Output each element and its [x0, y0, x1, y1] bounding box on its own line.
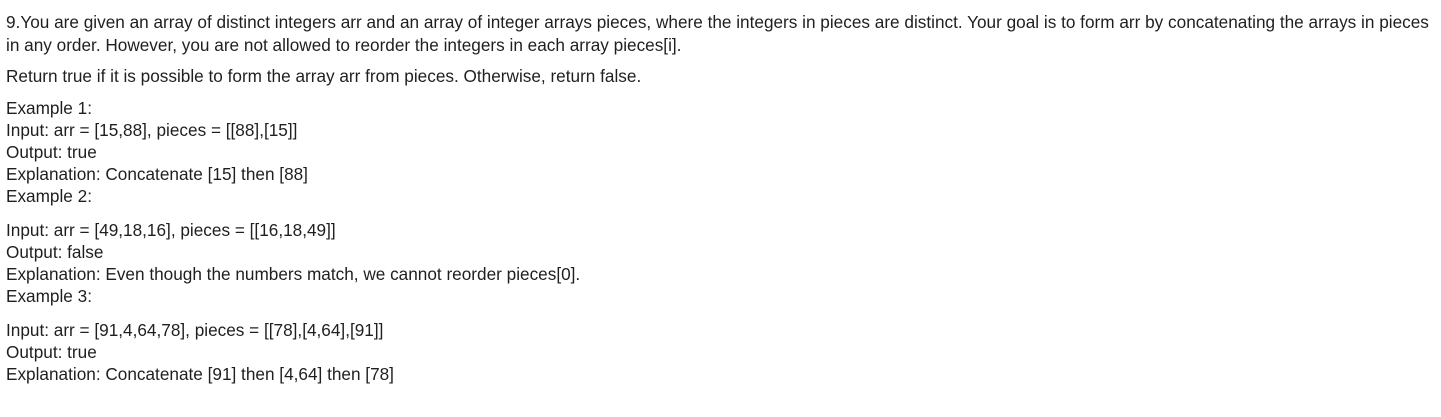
- example-output: Output: true: [6, 141, 97, 162]
- example-input: Input: arr = [91,4,64,78], pieces = [[78],[4,64],[91]]: [6, 319, 384, 340]
- example-heading: Example 1:: [6, 97, 92, 118]
- example-input: Input: arr = [15,88], pieces = [[88],[15]]: [6, 119, 298, 140]
- example-explanation: Explanation: Concatenate [15] then [88]: [6, 163, 308, 184]
- example-input: Input: arr = [49,18,16], pieces = [[16,18,49]]: [6, 219, 336, 240]
- example-3: [6, 319, 1438, 385]
- example-output: Output: false: [6, 241, 104, 262]
- example-explanation: Explanation: Even though the numbers match, we cannot reorder pieces[0].: [6, 263, 581, 284]
- example-explanation: Explanation: Concatenate [91] then [4,64] then [78]: [6, 363, 394, 384]
- example-1: [6, 97, 1438, 207]
- example-2: [6, 219, 1438, 307]
- spacer: [6, 307, 1438, 319]
- problem-statement: 9.You are given an array of distinct integers arr and an array of integer arrays pieces, where the integers in pieces are distinct. Your goal is to form arr by concatenating the arrays in pieces in any order. However, you are not allowed to reorder the integers in each array pieces[i].: [6, 12, 1429, 55]
- spacer: [6, 207, 1438, 219]
- problem-document: [6, 11, 1438, 385]
- return-description: Return true if it is possible to form the array arr from pieces. Otherwise, return false.: [6, 66, 642, 86]
- example-output: Output: true: [6, 341, 97, 362]
- example-heading: Example 3:: [6, 285, 92, 306]
- example-heading: Example 2:: [6, 185, 92, 206]
